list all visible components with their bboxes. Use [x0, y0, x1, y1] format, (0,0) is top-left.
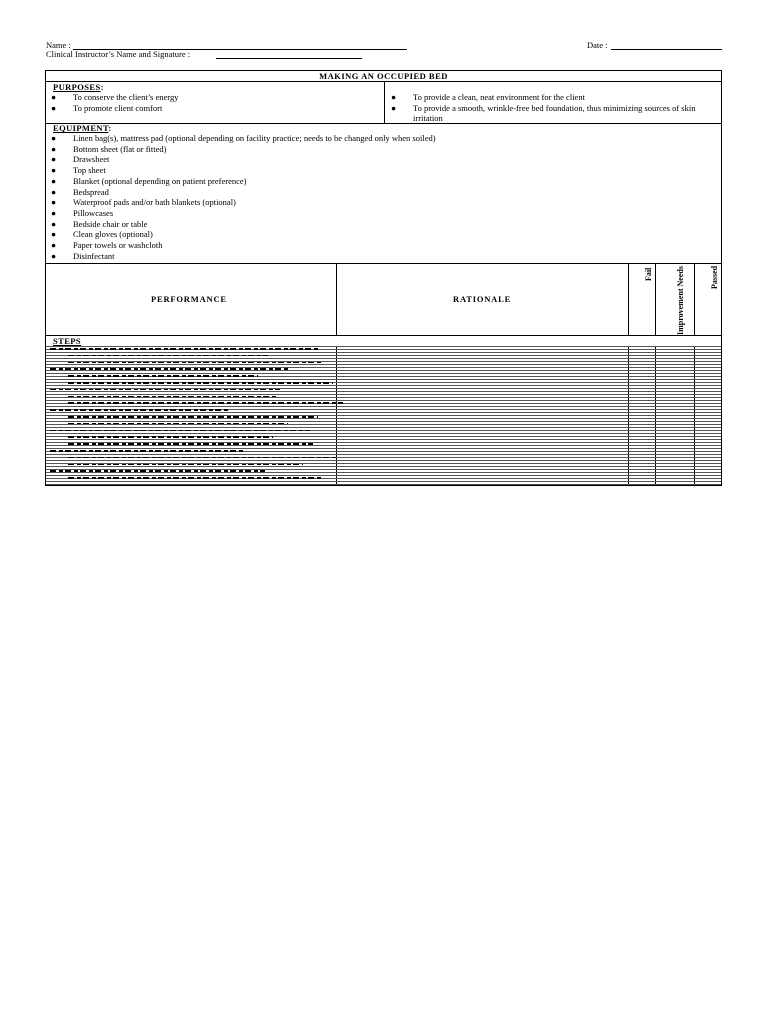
step-row-rule: [46, 475, 721, 476]
instructor-label: Clinical Instructor’s Name and Signature :: [46, 49, 191, 59]
step-row-rule: [46, 385, 721, 386]
bullet-icon: ●: [51, 133, 57, 143]
illegible-step-text: [68, 457, 338, 459]
step-row-rule: [46, 406, 721, 407]
form-header: [46, 40, 722, 64]
step-row-rule: [46, 484, 721, 485]
illegible-step-text: [68, 375, 258, 377]
step-row-rule: [46, 454, 721, 455]
rationale-header: RATIONALE: [453, 294, 512, 304]
instructor-signature-field[interactable]: [216, 49, 362, 59]
step-row-rule: [46, 397, 721, 398]
step-row-rule: [46, 427, 721, 428]
step-row-rule: [46, 460, 721, 461]
step-row-rule: [46, 433, 721, 434]
step-row-rule: [46, 445, 721, 446]
illegible-step-text: [50, 348, 320, 350]
step-row-rule: [46, 400, 721, 401]
illegible-step-text: [68, 443, 313, 445]
procedure-checklist: [45, 70, 722, 486]
bullet-icon: ●: [51, 92, 57, 102]
illegible-step-text: [68, 423, 288, 425]
illegible-step-text: [50, 389, 280, 391]
step-row-rule: [46, 481, 721, 482]
bullet-icon: ●: [51, 143, 57, 154]
bullet-icon: ●: [51, 207, 57, 218]
illegible-step-text: [68, 362, 323, 364]
column-header-row: [46, 263, 721, 336]
step-row-rule: [46, 418, 721, 419]
step-row-rule: [46, 448, 721, 449]
date-field[interactable]: [611, 40, 722, 50]
illegible-step-text: [50, 470, 265, 472]
bullet-icon: ●: [51, 197, 57, 208]
step-row-rule: [46, 379, 721, 380]
step-row-rule: [46, 391, 721, 392]
step-row-rule: [46, 466, 721, 467]
step-row-rule: [46, 346, 721, 347]
step-row-rule: [46, 358, 721, 359]
bullet-icon: ●: [51, 229, 57, 240]
bullet-icon: ●: [51, 175, 57, 186]
column-divider: [384, 82, 385, 123]
step-row-rule: [46, 412, 721, 413]
bullet-icon: ●: [51, 154, 57, 165]
column-divider: [655, 263, 656, 335]
steps-heading: STEPS: [53, 336, 81, 346]
illegible-step-text: [50, 450, 245, 452]
illegible-step-text: [50, 368, 290, 370]
column-divider: [694, 263, 695, 335]
illegible-step-text: [50, 409, 230, 411]
bullet-icon: ●: [51, 186, 57, 197]
bullet-icon: ●: [51, 165, 57, 176]
purposes-section: PURPOSES: ● To conserve the client’s energy ● To promote client comfort ● To provide a clean, neat environment for the client ● To provide a smooth, wrinkle-free bed foundation, thus minimizing sources of skin irritation: [46, 82, 721, 124]
step-row-rule: [46, 472, 721, 473]
needs-improvement-header: Improvement Needs: [676, 266, 685, 335]
step-row-rule: [46, 439, 721, 440]
illegible-step-text: [68, 477, 323, 479]
illegible-step-text: [68, 416, 318, 418]
illegible-step-text: [68, 396, 278, 398]
bullet-icon: ●: [391, 92, 397, 102]
purposes-heading: PURPOSES:: [53, 82, 104, 92]
bullet-icon: ●: [51, 250, 57, 261]
illegible-step-text: [68, 436, 273, 438]
passed-header: Passed: [710, 265, 719, 289]
illegible-step-text: [68, 402, 343, 404]
step-row-rule: [46, 364, 721, 365]
column-divider: [336, 263, 337, 335]
fail-header: Fail: [644, 267, 653, 281]
column-divider: [628, 263, 629, 335]
bullet-icon: ●: [51, 218, 57, 229]
bullet-icon: ●: [51, 240, 57, 250]
step-row-rule: [46, 373, 721, 374]
step-row-rule: [46, 352, 721, 353]
illegible-step-text: [68, 382, 333, 384]
name-label: Name :: [46, 40, 71, 50]
equipment-section: EQUIPMENT: ● Linen bag(s), mattress pad (optional depending on facility practice; needs to be changed only when soiled) ● Bottom sheet (flat or fitted) ● Drawsheet ● Top sheet ● Blanket (optional depending on patient preference) ● Bedspread ● Waterproof pads and/or bath blankets (optional) ● Pillowcases ● Bedside chair or table ● Clean gloves (optional) ● Paper towels or washcloth ● Disinfectant: [46, 123, 721, 264]
steps-table: [46, 336, 721, 486]
form-title: MAKING AN OCCUPIED BED: [46, 71, 721, 82]
illegible-step-text: [68, 464, 303, 466]
bullet-icon: ●: [51, 103, 57, 113]
performance-header: PERFORMANCE: [151, 294, 227, 304]
equipment-heading: EQUIPMENT:: [53, 123, 112, 133]
bullet-icon: ●: [391, 103, 397, 113]
illegible-step-text: [50, 430, 310, 432]
date-label: Date :: [587, 40, 608, 50]
step-row-rule: [46, 370, 721, 371]
illegible-step-text: [68, 355, 268, 357]
